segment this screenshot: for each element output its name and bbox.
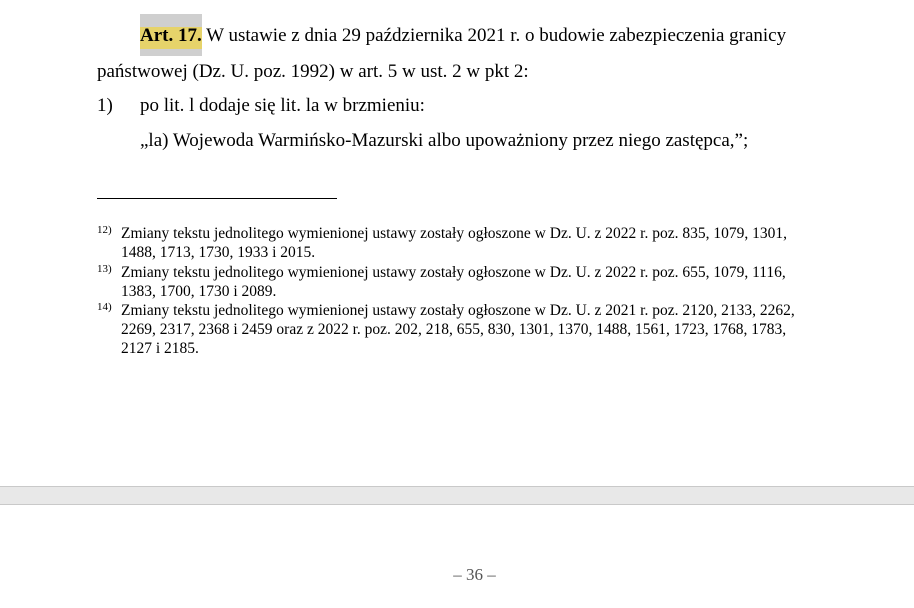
point-text: po lit. l dodaje się lit. la w brzmieniu:: [140, 95, 425, 116]
footnote-line: 1383, 1700, 1730 i 2089.: [121, 283, 277, 300]
article-line-2: państwowej (Dz. U. poz. 1992) w art. 5 w ust. 2 w pkt 2:: [97, 61, 529, 82]
footnote-line: Zmiany tekstu jednolitego wymienionej ustawy zostały ogłoszone w Dz. U. z 2022 r. poz. 835, 1079, 1301,: [121, 225, 787, 242]
page-gap: [0, 486, 914, 505]
article-text-1: W ustawie z dnia 29 października 2021 r. o budowie zabezpieczenia granicy: [201, 25, 787, 46]
footnote-marker: 13): [97, 263, 112, 275]
point-number: 1): [97, 95, 113, 116]
footnote-separator: [97, 198, 337, 199]
footnote-marker: 14): [97, 301, 112, 313]
article-line-1: [97, 26, 852, 61]
footnote-12: [97, 224, 852, 262]
footnote-marker: 12): [97, 224, 112, 236]
footnote-line: 2127 i 2185.: [121, 340, 199, 357]
footnote-line: 2269, 2317, 2368 i 2459 oraz z 2022 r. poz. 202, 218, 655, 830, 1301, 1370, 1488, 1561, 1723, 1768, 1783,: [121, 321, 787, 338]
footnote-14: [97, 301, 852, 358]
next-page: [0, 505, 914, 608]
footnote-13: [97, 263, 852, 301]
quoted-text: „la) Wojewoda Warmińsko-Mazurski albo upoważniony przez niego zastępca,”;: [140, 130, 749, 151]
footnote-line: Zmiany tekstu jednolitego wymienionej ustawy zostały ogłoszone w Dz. U. z 2021 r. poz. 2120, 2133, 2262,: [121, 302, 795, 319]
article-label: Art. 17.: [140, 25, 202, 46]
footnote-line: Zmiany tekstu jednolitego wymienionej ustawy zostały ogłoszone w Dz. U. z 2022 r. poz. 655, 1079, 1116,: [121, 264, 786, 281]
article-paragraph: [97, 26, 852, 61]
page-number: – 36 –: [453, 565, 496, 584]
footnote-line: 1488, 1713, 1730, 1933 i 2015.: [121, 244, 316, 261]
